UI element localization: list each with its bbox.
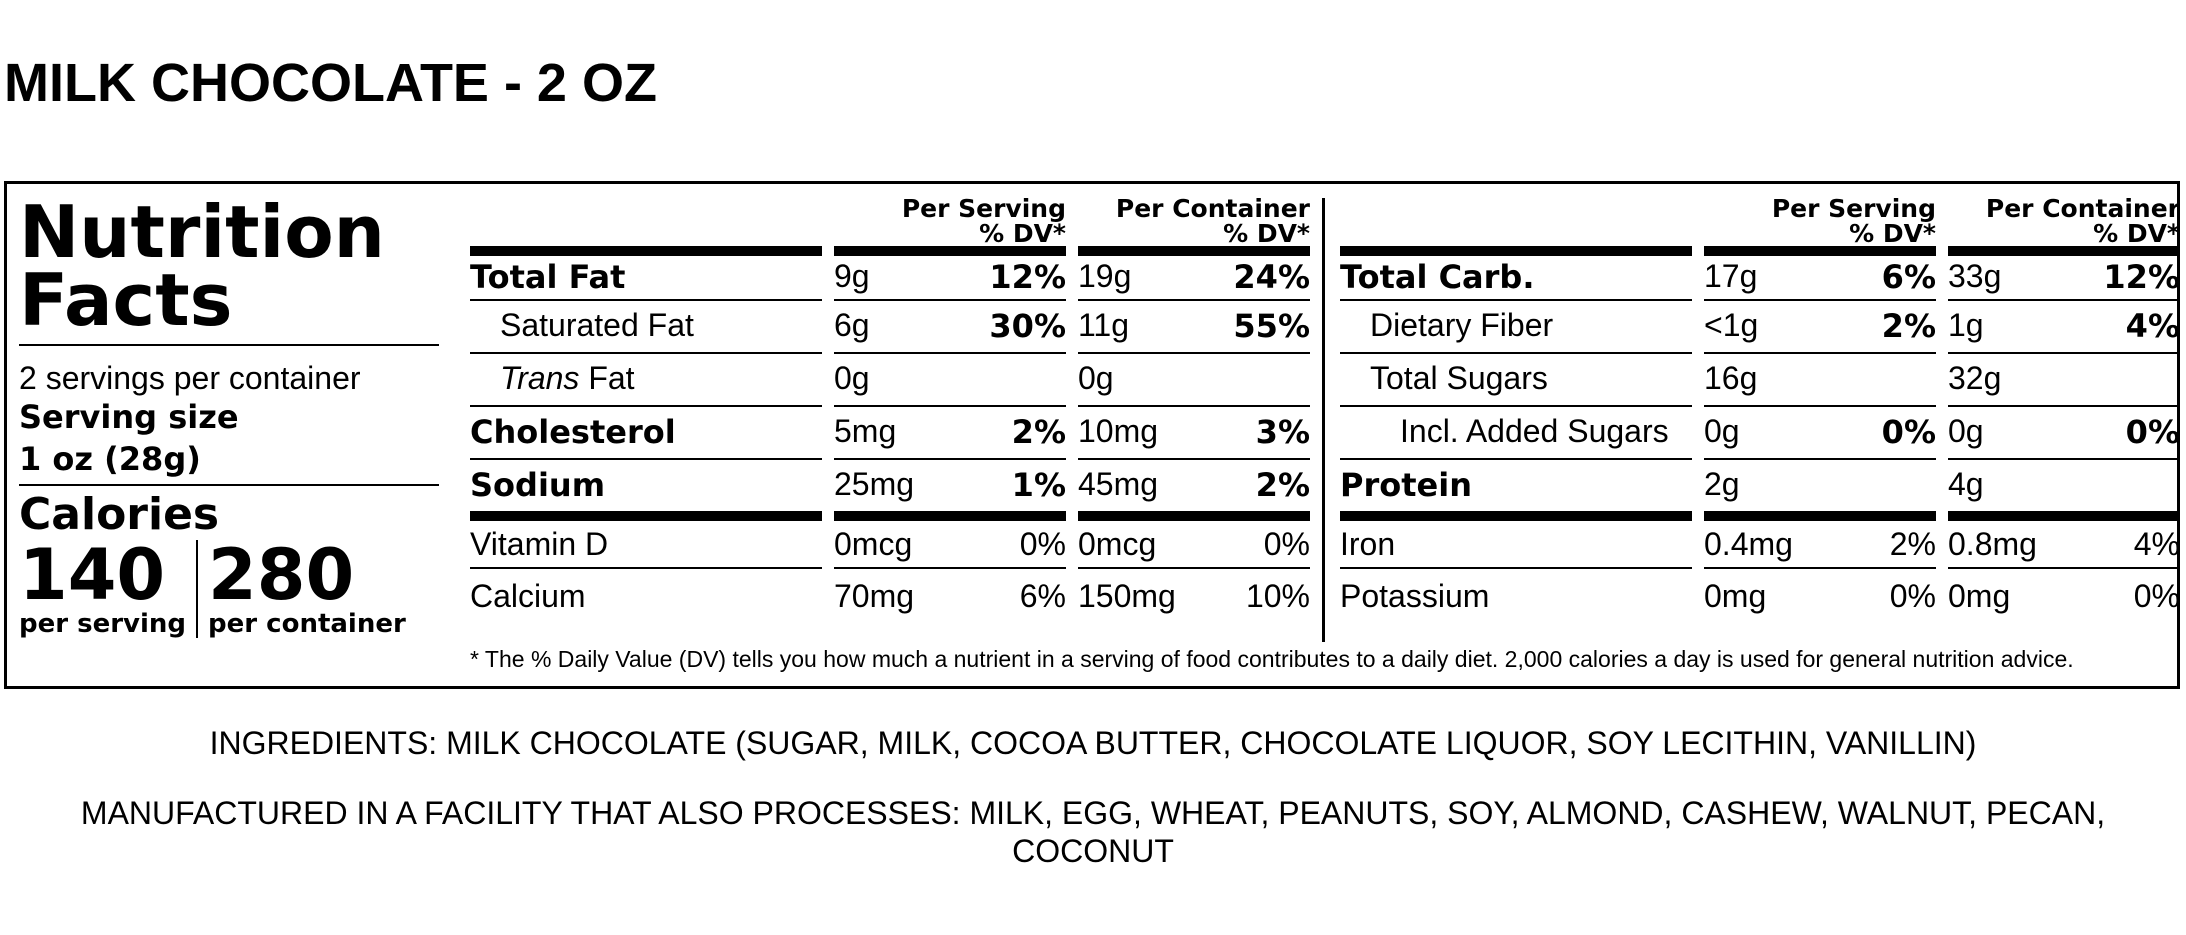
column-divider [1322, 198, 1325, 642]
table-row [470, 352, 1302, 405]
nutrition-facts-heading [19, 190, 439, 342]
nutrient-name: Total Carb. [1340, 246, 1692, 297]
per-container-percent-dv: 3% [1255, 412, 1310, 451]
ingredients-text: INGREDIENTS: MILK CHOCOLATE (SUGAR, MILK, COCOA BUTTER, CHOCOLATE LIQUOR, SOY LECITHIN, VANILLIN) [209, 725, 1977, 761]
per-serving-cell [834, 567, 1066, 623]
per-serving-amount: 0mcg [834, 525, 913, 562]
heading-text: Nutrition Facts [19, 190, 385, 342]
nutrient-table-right [1340, 190, 2180, 623]
per-serving-amount: 17g [1704, 258, 1758, 294]
nutrition-facts-label [4, 181, 2180, 689]
per-container-amount: 33g [1948, 258, 2002, 294]
nutrient-name-rest: Fat [579, 360, 635, 396]
calories-per-serving-label: per serving [19, 609, 187, 639]
table-row [470, 567, 1310, 623]
divider [19, 344, 439, 346]
per-container-cell [1948, 567, 2180, 623]
per-container-amount: 4g [1948, 466, 1984, 502]
divider [19, 484, 439, 486]
per-serving-cell [834, 352, 1066, 403]
table-row [1340, 511, 2180, 567]
per-serving-amount: 2g [1704, 466, 1740, 502]
per-container-amount: 1g [1948, 307, 1984, 343]
per-container-amount: 19g [1078, 258, 1132, 294]
per-container-percent-dv: 0% [2125, 412, 2180, 451]
nutrient-name: Cholesterol [470, 405, 822, 456]
per-container-amount: 0.8mg [1948, 525, 2037, 562]
per-serving-amount: <1g [1704, 307, 1759, 343]
nutrient-name: Potassium [1340, 567, 1692, 623]
per-container-percent-dv: 2% [1255, 465, 1310, 504]
per-serving-percent-dv: 2% [1881, 306, 1936, 345]
per-serving-amount: 0.4mg [1704, 525, 1793, 562]
per-serving-percent-dv: 30% [989, 306, 1066, 345]
table-row [1340, 405, 2180, 458]
per-serving-cell [1704, 246, 1936, 297]
per-serving-cell [1704, 405, 1936, 456]
per-container-amount: 11g [1078, 307, 1130, 343]
nutrient-name: Sodium [470, 458, 822, 509]
per-container-amount: 0mg [1948, 577, 2011, 614]
per-container-amount: 10mg [1078, 413, 1159, 449]
per-serving-percent-dv: 6% [1881, 257, 1936, 296]
per-serving-cell [834, 511, 1066, 567]
servings-per-container: 2 servings per container [19, 360, 361, 396]
calories-per-container-label: per container [208, 609, 406, 639]
per-container-cell [1078, 458, 1310, 509]
per-serving-percent-dv: 1% [1011, 465, 1066, 504]
per-serving-percent-dv: 0% [1889, 577, 1936, 614]
allergen-line-1: MANUFACTURED IN A FACILITY THAT ALSO PROCESSES: MILK, EGG, WHEAT, PEANUTS, SOY, ALMOND, CASHEW, WALNUT, PECAN, [80, 795, 2106, 831]
per-container-percent-dv: 55% [1233, 306, 1310, 345]
per-container-percent-dv: 4% [2125, 306, 2180, 345]
per-container-percent-dv: 4% [2133, 525, 2180, 562]
per-serving-header: Per Serving % DV* [1771, 194, 1936, 248]
per-container-cell [1948, 511, 2180, 567]
per-container-percent-dv: 24% [1233, 257, 1310, 296]
per-serving-percent-dv: 2% [1889, 525, 1936, 562]
calories-container-cell [196, 534, 416, 639]
table-row [470, 299, 1310, 352]
per-serving-cell [834, 458, 1066, 509]
per-container-cell [1948, 405, 2180, 456]
table-row [470, 511, 1310, 567]
per-container-amount: 0g [1948, 413, 1984, 449]
per-serving-cell [1704, 352, 1936, 403]
per-container-percent-dv: 10% [1245, 577, 1310, 614]
per-container-cell [1078, 246, 1310, 297]
per-serving-cell [834, 405, 1066, 456]
table-row [1340, 458, 2172, 511]
nutrient-name: Iron [1340, 511, 1692, 567]
per-container-percent-dv: 0% [2133, 577, 2180, 614]
table-row [470, 458, 1310, 511]
per-container-header: Per Container % DV* [1985, 194, 2180, 248]
product-title: MILK CHOCOLATE - 2 OZ [4, 53, 657, 113]
nutrient-name: Saturated Fat [470, 299, 822, 350]
per-serving-percent-dv: 2% [1011, 412, 1066, 451]
allergen-statement [0, 794, 2186, 870]
table-header [1340, 190, 2180, 248]
per-serving-amount: 16g [1704, 360, 1758, 396]
calories-label: Calories [19, 489, 220, 540]
table-row [470, 405, 1310, 458]
per-container-cell [1078, 567, 1310, 623]
per-container-cell [1078, 511, 1310, 567]
table-row [470, 246, 1310, 299]
daily-value-footnote: * The % Daily Value (DV) tells you how much a nutrient in a serving of food contributes to a daily diet. 2,000 calories a day is used for general nutrition advice. [470, 646, 2074, 672]
nutrient-name: Vitamin D [470, 511, 822, 567]
nutrient-name [470, 352, 822, 403]
nutrient-name: Total Sugars [1340, 352, 1692, 403]
per-container-cell [1078, 405, 1310, 456]
nutrient-name: Protein [1340, 458, 1692, 509]
table-row [1340, 299, 2180, 352]
nutrient-name: Incl. Added Sugars [1340, 405, 1692, 456]
label-summary [19, 190, 439, 639]
nutrient-name: Calcium [470, 567, 822, 623]
per-container-cell [1948, 352, 2180, 403]
per-container-cell [1078, 299, 1310, 350]
per-serving-cell [1704, 458, 1936, 509]
per-serving-cell [834, 246, 1066, 297]
calories-per-container: 280 [208, 534, 355, 616]
serving-size-label: Serving size [19, 398, 239, 436]
per-serving-percent-dv: 12% [989, 257, 1066, 296]
nutrient-table-left [470, 190, 1310, 623]
per-container-amount: 0mcg [1078, 525, 1157, 562]
table-row [1340, 246, 2180, 299]
per-container-amount: 150mg [1078, 577, 1176, 614]
per-container-cell [1948, 458, 2180, 509]
per-serving-header: Per Serving % DV* [901, 194, 1066, 248]
nutrient-name: Total Fat [470, 246, 822, 297]
nutrient-name: Dietary Fiber [1340, 299, 1692, 350]
table-row [1340, 352, 2172, 405]
table-row [1340, 567, 2180, 623]
nutrient-tables [470, 190, 2180, 650]
per-serving-cell [1704, 567, 1936, 623]
serving-size-value: 1 oz (28g) [19, 440, 201, 478]
allergen-line-2: COCONUT [1012, 833, 1174, 869]
per-serving-cell [1704, 299, 1936, 350]
per-container-percent-dv: 12% [2103, 257, 2180, 296]
per-container-header: Per Container % DV* [1115, 194, 1310, 248]
per-serving-amount: 0g [1704, 413, 1740, 449]
per-serving-amount: 5mg [834, 413, 897, 449]
per-container-amount: 45mg [1078, 466, 1159, 502]
table-header [470, 190, 1310, 248]
per-serving-amount: 25mg [834, 466, 915, 502]
calories-serving-cell [19, 534, 196, 639]
per-serving-percent-dv: 6% [1019, 577, 1066, 614]
nutrient-name-italic: Trans [500, 360, 580, 396]
per-serving-cell [1704, 511, 1936, 567]
per-serving-cell [834, 299, 1066, 350]
per-serving-amount: 0mg [1704, 577, 1767, 614]
calories-row [19, 534, 439, 639]
per-serving-amount: 70mg [834, 577, 915, 614]
per-serving-amount: 0g [834, 360, 870, 396]
per-serving-amount: 6g [834, 307, 870, 343]
calories-per-serving: 140 [19, 534, 166, 616]
per-serving-amount: 9g [834, 258, 870, 294]
per-container-percent-dv: 0% [1263, 525, 1310, 562]
per-container-cell [1078, 352, 1310, 403]
per-container-cell [1948, 246, 2180, 297]
per-container-cell [1948, 299, 2180, 350]
per-container-amount: 32g [1948, 360, 2002, 396]
per-serving-percent-dv: 0% [1019, 525, 1066, 562]
per-serving-percent-dv: 0% [1881, 412, 1936, 451]
per-container-amount: 0g [1078, 360, 1114, 396]
